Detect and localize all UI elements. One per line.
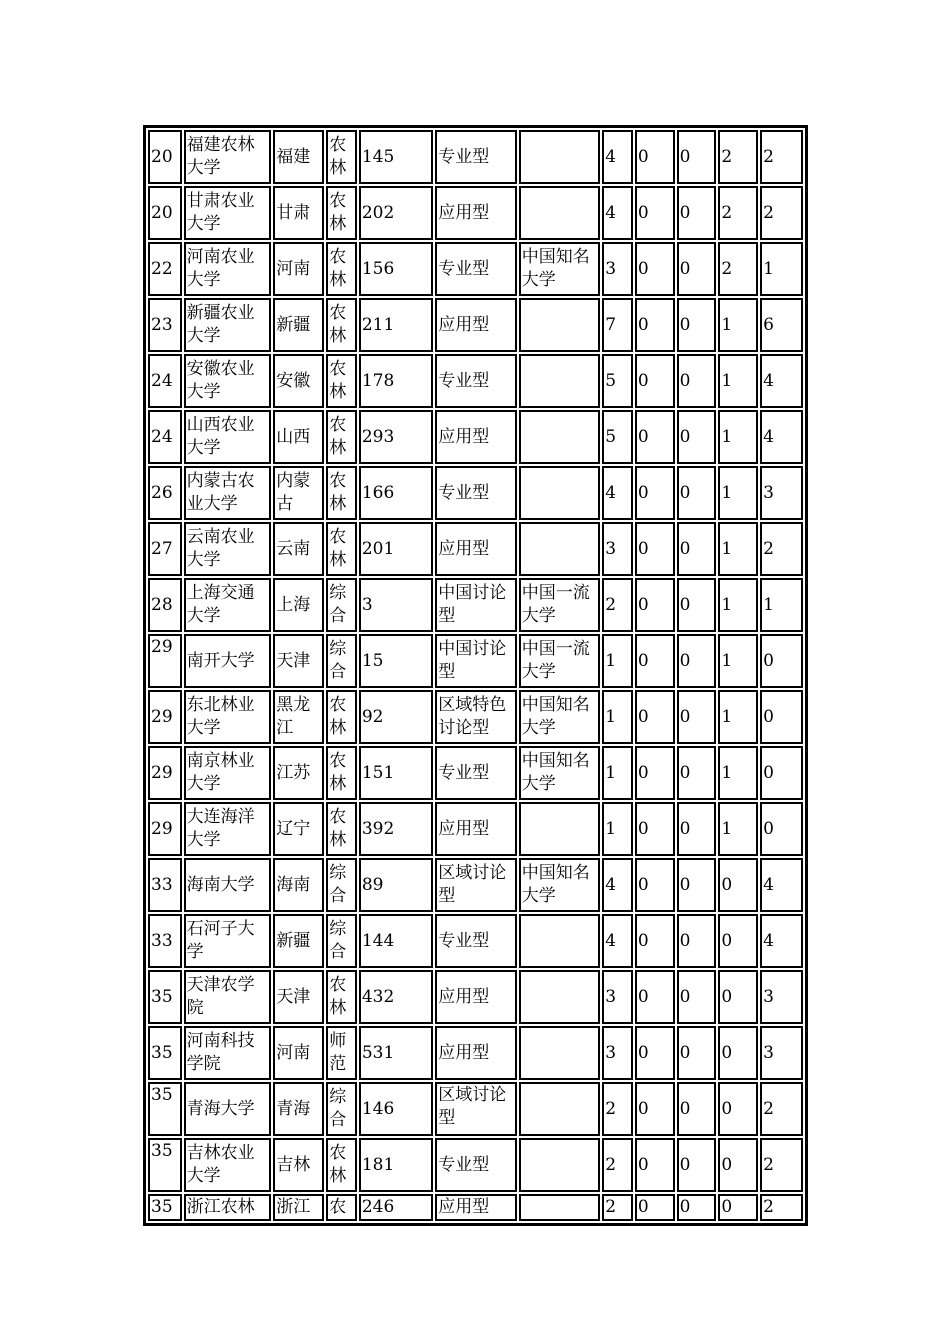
category-cell: 专业型: [435, 354, 517, 408]
category-cell: 应用型: [435, 802, 517, 856]
university-name-cell: 南开大学: [184, 634, 272, 688]
count-cell-5: 1: [760, 242, 803, 296]
category-cell: 专业型: [435, 746, 517, 800]
count-total-cell: 2: [602, 1138, 633, 1192]
table-row: [148, 354, 803, 408]
count-total-cell: 4: [602, 466, 633, 520]
count-cell-3: 0: [677, 746, 717, 800]
count-cell-4: 1: [718, 354, 758, 408]
count-cell-4: 1: [718, 690, 758, 744]
status-cell: [519, 186, 601, 240]
category-cell: 应用型: [435, 410, 517, 464]
region-cell: 云南: [273, 522, 324, 576]
count-cell-3: 0: [677, 802, 717, 856]
count-cell-3: 0: [677, 354, 717, 408]
rank-cell: 24: [148, 410, 182, 464]
table-row: [148, 186, 803, 240]
status-cell: 中国知名大学: [519, 858, 601, 912]
type-cell: 农林: [326, 186, 357, 240]
count-cell-2: 0: [635, 410, 675, 464]
status-cell: 中国一流大学: [519, 634, 601, 688]
type-cell: 综合: [326, 858, 357, 912]
status-cell: [519, 130, 601, 184]
count-cell-2: 0: [635, 522, 675, 576]
count-total-cell: 4: [602, 914, 633, 968]
category-cell: 专业型: [435, 466, 517, 520]
count-cell-4: 1: [718, 298, 758, 352]
count-cell-5: 4: [760, 410, 803, 464]
region-cell: 河南: [273, 242, 324, 296]
count-cell-4: 0: [718, 970, 758, 1024]
score-cell: 145: [359, 130, 433, 184]
type-cell: 农林: [326, 354, 357, 408]
score-cell: 392: [359, 802, 433, 856]
count-cell-5: 0: [760, 746, 803, 800]
count-cell-2: 0: [635, 1026, 675, 1080]
count-cell-5: 4: [760, 914, 803, 968]
count-cell-3: 0: [677, 242, 717, 296]
region-cell: 甘肃: [273, 186, 324, 240]
region-cell: 安徽: [273, 354, 324, 408]
table-row: [148, 522, 803, 576]
count-total-cell: 4: [602, 858, 633, 912]
count-cell-2: 0: [635, 130, 675, 184]
type-cell: 师范: [326, 1026, 357, 1080]
rank-cell: 29: [148, 746, 182, 800]
table-row: [148, 130, 803, 184]
count-total-cell: 2: [602, 1194, 633, 1221]
table-row: [148, 802, 803, 856]
type-cell: 农林: [326, 746, 357, 800]
rank-cell: 26: [148, 466, 182, 520]
count-cell-2: 0: [635, 690, 675, 744]
count-cell-2: 0: [635, 1082, 675, 1136]
category-cell: 应用型: [435, 1026, 517, 1080]
count-cell-3: 0: [677, 130, 717, 184]
count-cell-5: 4: [760, 354, 803, 408]
count-cell-5: 2: [760, 522, 803, 576]
count-cell-2: 0: [635, 802, 675, 856]
count-cell-3: 0: [677, 298, 717, 352]
score-cell: 178: [359, 354, 433, 408]
region-cell: 新疆: [273, 914, 324, 968]
status-cell: [519, 298, 601, 352]
count-cell-5: 6: [760, 298, 803, 352]
count-cell-3: 0: [677, 690, 717, 744]
rank-cell: 22: [148, 242, 182, 296]
category-cell: 应用型: [435, 186, 517, 240]
count-cell-3: 0: [677, 634, 717, 688]
count-total-cell: 2: [602, 1082, 633, 1136]
category-cell: 专业型: [435, 914, 517, 968]
type-cell: 综合: [326, 578, 357, 632]
region-cell: 天津: [273, 970, 324, 1024]
rank-cell: 35: [148, 1138, 182, 1192]
score-cell: 151: [359, 746, 433, 800]
count-total-cell: 3: [602, 522, 633, 576]
category-cell: 中国讨论型: [435, 634, 517, 688]
region-cell: 上海: [273, 578, 324, 632]
count-cell-4: 2: [718, 186, 758, 240]
count-cell-3: 0: [677, 1138, 717, 1192]
rank-cell: 29: [148, 690, 182, 744]
count-cell-5: 0: [760, 802, 803, 856]
region-cell: 辽宁: [273, 802, 324, 856]
status-cell: 中国知名大学: [519, 746, 601, 800]
score-cell: 432: [359, 970, 433, 1024]
count-cell-2: 0: [635, 970, 675, 1024]
table-row: [148, 1082, 803, 1136]
count-cell-2: 0: [635, 858, 675, 912]
table-row: [148, 634, 803, 688]
rank-cell: 35: [148, 1026, 182, 1080]
region-cell: 天津: [273, 634, 324, 688]
type-cell: 农林: [326, 690, 357, 744]
status-cell: 中国一流大学: [519, 578, 601, 632]
count-cell-5: 3: [760, 970, 803, 1024]
rank-cell: 29: [148, 802, 182, 856]
table-body: [148, 130, 803, 1221]
category-cell: 区域讨论型: [435, 1082, 517, 1136]
status-cell: 中国知名大学: [519, 690, 601, 744]
university-name-cell: 上海交通大学: [184, 578, 272, 632]
count-cell-2: 0: [635, 242, 675, 296]
count-cell-3: 0: [677, 914, 717, 968]
count-cell-4: 0: [718, 1026, 758, 1080]
region-cell: 浙江: [273, 1194, 324, 1221]
score-cell: 181: [359, 1138, 433, 1192]
count-total-cell: 4: [602, 186, 633, 240]
rank-cell: 23: [148, 298, 182, 352]
count-total-cell: 1: [602, 634, 633, 688]
university-ranking-table: [143, 125, 808, 1226]
count-cell-5: 1: [760, 578, 803, 632]
category-cell: 区域特色讨论型: [435, 690, 517, 744]
type-cell: 农林: [326, 522, 357, 576]
count-cell-3: 0: [677, 1194, 717, 1221]
count-cell-2: 0: [635, 634, 675, 688]
type-cell: 综合: [326, 1082, 357, 1136]
table-row: [148, 242, 803, 296]
score-cell: 3: [359, 578, 433, 632]
count-cell-4: 1: [718, 802, 758, 856]
university-name-cell: 福建农林大学: [184, 130, 272, 184]
status-cell: [519, 1138, 601, 1192]
count-total-cell: 1: [602, 746, 633, 800]
count-cell-4: 1: [718, 578, 758, 632]
table-row: [148, 1138, 803, 1192]
count-cell-4: 0: [718, 914, 758, 968]
category-cell: 应用型: [435, 1194, 517, 1221]
table-row: [148, 1194, 803, 1221]
region-cell: 吉林: [273, 1138, 324, 1192]
university-name-cell: 内蒙古农业大学: [184, 466, 272, 520]
count-total-cell: 1: [602, 690, 633, 744]
count-cell-4: 1: [718, 410, 758, 464]
university-name-cell: 甘肃农业大学: [184, 186, 272, 240]
university-name-cell: 河南科技学院: [184, 1026, 272, 1080]
rank-cell: 24: [148, 354, 182, 408]
university-name-cell: 安徽农业大学: [184, 354, 272, 408]
count-total-cell: 3: [602, 242, 633, 296]
score-cell: 166: [359, 466, 433, 520]
rank-cell: 27: [148, 522, 182, 576]
count-total-cell: 4: [602, 130, 633, 184]
count-cell-4: 1: [718, 522, 758, 576]
category-cell: 应用型: [435, 522, 517, 576]
status-cell: [519, 1026, 601, 1080]
count-cell-4: 0: [718, 1138, 758, 1192]
count-cell-3: 0: [677, 186, 717, 240]
count-cell-5: 2: [760, 130, 803, 184]
region-cell: 青海: [273, 1082, 324, 1136]
table-row: [148, 298, 803, 352]
table-row: [148, 746, 803, 800]
score-cell: 146: [359, 1082, 433, 1136]
count-cell-2: 0: [635, 1194, 675, 1221]
count-total-cell: 3: [602, 1026, 633, 1080]
count-cell-4: 1: [718, 466, 758, 520]
category-cell: 应用型: [435, 298, 517, 352]
count-cell-5: 2: [760, 1194, 803, 1221]
score-cell: 15: [359, 634, 433, 688]
count-cell-3: 0: [677, 578, 717, 632]
status-cell: [519, 1082, 601, 1136]
count-total-cell: 2: [602, 578, 633, 632]
count-cell-2: 0: [635, 186, 675, 240]
type-cell: 农: [326, 1194, 357, 1221]
count-cell-3: 0: [677, 1082, 717, 1136]
university-name-cell: 海南大学: [184, 858, 272, 912]
score-cell: 144: [359, 914, 433, 968]
region-cell: 福建: [273, 130, 324, 184]
university-name-cell: 浙江农林: [184, 1194, 272, 1221]
table-row: [148, 970, 803, 1024]
score-cell: 211: [359, 298, 433, 352]
rank-cell: 28: [148, 578, 182, 632]
type-cell: 综合: [326, 914, 357, 968]
rank-cell: 20: [148, 130, 182, 184]
count-cell-5: 0: [760, 690, 803, 744]
count-cell-4: 2: [718, 130, 758, 184]
score-cell: 92: [359, 690, 433, 744]
rank-cell: 35: [148, 1082, 182, 1136]
university-name-cell: 新疆农业大学: [184, 298, 272, 352]
type-cell: 农林: [326, 970, 357, 1024]
score-cell: 246: [359, 1194, 433, 1221]
status-cell: [519, 522, 601, 576]
count-cell-2: 0: [635, 354, 675, 408]
count-cell-4: 0: [718, 1194, 758, 1221]
university-name-cell: 东北林业大学: [184, 690, 272, 744]
type-cell: 农林: [326, 802, 357, 856]
type-cell: 综合: [326, 634, 357, 688]
count-cell-3: 0: [677, 522, 717, 576]
region-cell: 江苏: [273, 746, 324, 800]
status-cell: 中国知名大学: [519, 242, 601, 296]
count-cell-5: 2: [760, 1082, 803, 1136]
count-total-cell: 3: [602, 970, 633, 1024]
rank-cell: 35: [148, 970, 182, 1024]
university-name-cell: 大连海洋大学: [184, 802, 272, 856]
status-cell: [519, 1194, 601, 1221]
category-cell: 应用型: [435, 970, 517, 1024]
table-row: [148, 410, 803, 464]
category-cell: 专业型: [435, 242, 517, 296]
status-cell: [519, 914, 601, 968]
count-cell-3: 0: [677, 858, 717, 912]
type-cell: 农林: [326, 410, 357, 464]
count-cell-3: 0: [677, 1026, 717, 1080]
region-cell: 新疆: [273, 298, 324, 352]
category-cell: 专业型: [435, 130, 517, 184]
region-cell: 黑龙江: [273, 690, 324, 744]
count-cell-4: 0: [718, 858, 758, 912]
count-total-cell: 7: [602, 298, 633, 352]
count-cell-2: 0: [635, 298, 675, 352]
rank-cell: 35: [148, 1194, 182, 1221]
count-cell-5: 2: [760, 186, 803, 240]
rank-cell: 20: [148, 186, 182, 240]
type-cell: 农林: [326, 1138, 357, 1192]
region-cell: 海南: [273, 858, 324, 912]
type-cell: 农林: [326, 242, 357, 296]
university-name-cell: 云南农业大学: [184, 522, 272, 576]
count-cell-2: 0: [635, 466, 675, 520]
rank-cell: 33: [148, 914, 182, 968]
count-cell-4: 1: [718, 746, 758, 800]
status-cell: [519, 970, 601, 1024]
count-total-cell: 1: [602, 802, 633, 856]
score-cell: 293: [359, 410, 433, 464]
status-cell: [519, 802, 601, 856]
status-cell: [519, 466, 601, 520]
university-name-cell: 南京林业大学: [184, 746, 272, 800]
category-cell: 专业型: [435, 1138, 517, 1192]
count-cell-5: 3: [760, 1026, 803, 1080]
region-cell: 河南: [273, 1026, 324, 1080]
count-cell-5: 4: [760, 858, 803, 912]
count-cell-5: 3: [760, 466, 803, 520]
count-cell-2: 0: [635, 914, 675, 968]
university-name-cell: 吉林农业大学: [184, 1138, 272, 1192]
status-cell: [519, 410, 601, 464]
count-cell-2: 0: [635, 578, 675, 632]
category-cell: 中国讨论型: [435, 578, 517, 632]
count-cell-2: 0: [635, 1138, 675, 1192]
score-cell: 156: [359, 242, 433, 296]
type-cell: 农林: [326, 130, 357, 184]
count-cell-3: 0: [677, 466, 717, 520]
table-row: [148, 578, 803, 632]
status-cell: [519, 354, 601, 408]
table-row: [148, 914, 803, 968]
count-cell-3: 0: [677, 970, 717, 1024]
table-row: [148, 690, 803, 744]
count-cell-4: 2: [718, 242, 758, 296]
university-name-cell: 山西农业大学: [184, 410, 272, 464]
count-total-cell: 5: [602, 410, 633, 464]
score-cell: 531: [359, 1026, 433, 1080]
count-cell-4: 1: [718, 634, 758, 688]
university-name-cell: 石河子大学: [184, 914, 272, 968]
table-row: [148, 858, 803, 912]
type-cell: 农林: [326, 466, 357, 520]
university-name-cell: 河南农业大学: [184, 242, 272, 296]
count-cell-2: 0: [635, 746, 675, 800]
score-cell: 201: [359, 522, 433, 576]
university-name-cell: 青海大学: [184, 1082, 272, 1136]
university-name-cell: 天津农学院: [184, 970, 272, 1024]
count-cell-5: 0: [760, 634, 803, 688]
count-total-cell: 5: [602, 354, 633, 408]
table-row: [148, 1026, 803, 1080]
type-cell: 农林: [326, 298, 357, 352]
count-cell-3: 0: [677, 410, 717, 464]
count-cell-4: 0: [718, 1082, 758, 1136]
score-cell: 89: [359, 858, 433, 912]
rank-cell: 33: [148, 858, 182, 912]
category-cell: 区域讨论型: [435, 858, 517, 912]
count-cell-5: 2: [760, 1138, 803, 1192]
rank-cell: 29: [148, 634, 182, 688]
table-row: [148, 466, 803, 520]
score-cell: 202: [359, 186, 433, 240]
region-cell: 山西: [273, 410, 324, 464]
region-cell: 内蒙古: [273, 466, 324, 520]
